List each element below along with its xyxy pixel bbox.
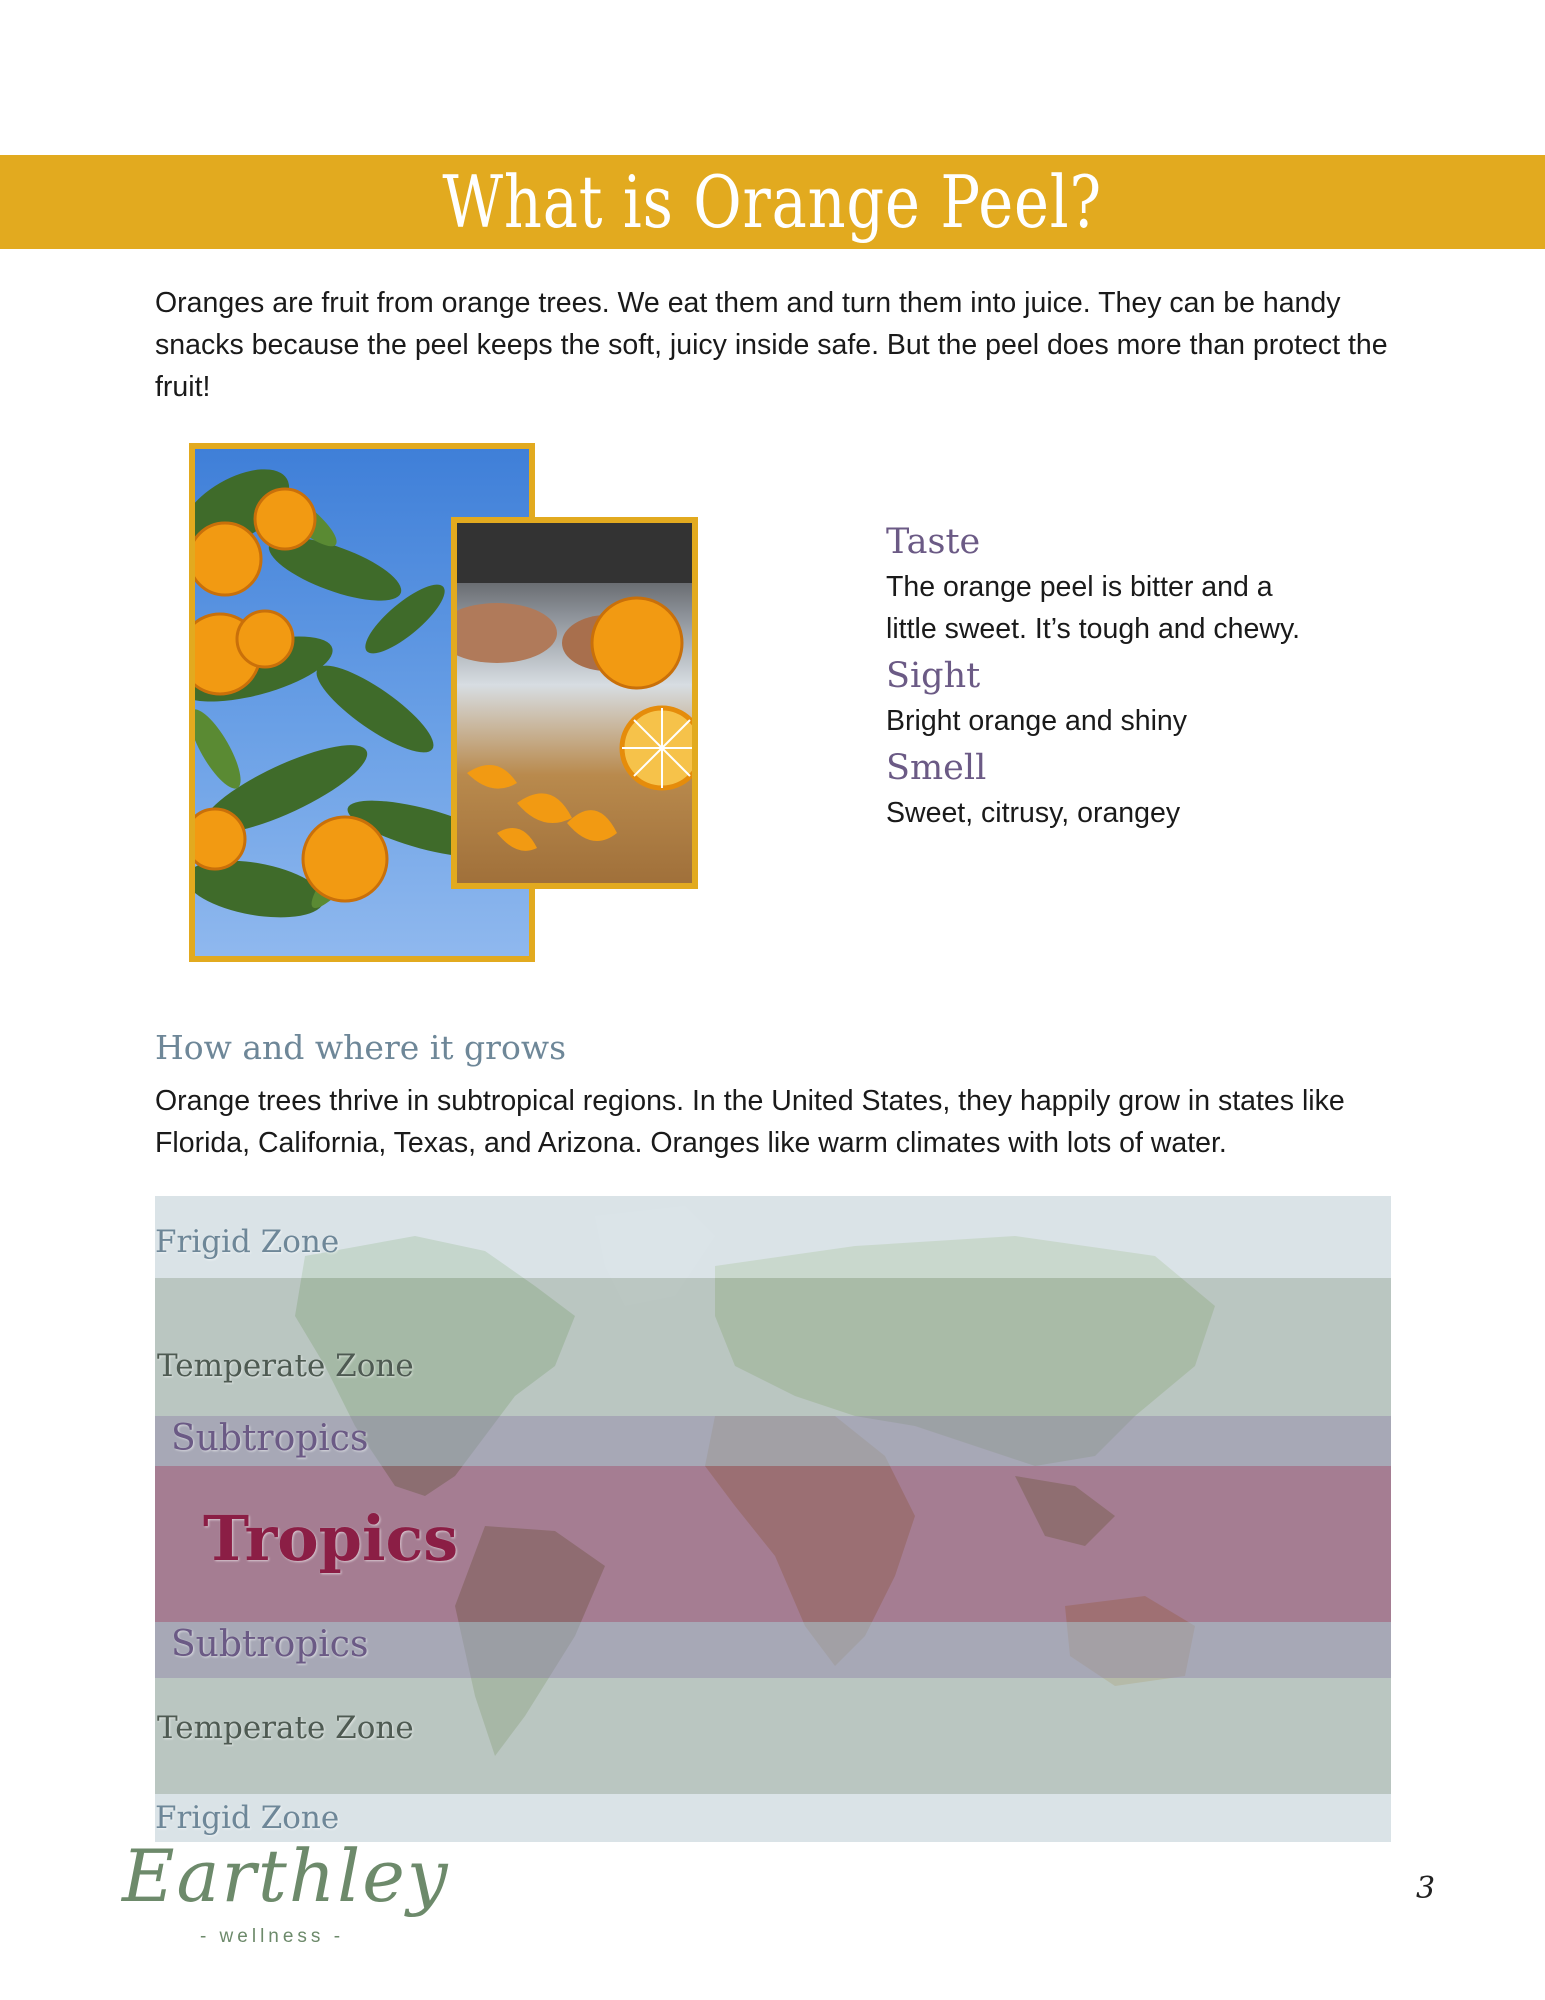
zone-label-frigid-north: Frigid Zone: [155, 1224, 340, 1260]
climate-zone-map: [155, 1196, 1391, 1842]
title-banner: [0, 155, 1545, 249]
zone-label-subtropics-north: Subtropics: [171, 1418, 369, 1459]
grows-paragraph: Orange trees thrive in subtropical regions. In the United States, they happily grow in states like Florida, California, Texas, and Arizona. Oranges like warm climates with lots of water.: [155, 1085, 1345, 1159]
sense-title-taste: Taste: [886, 522, 981, 562]
zone-label-frigid-south: Frigid Zone: [155, 1800, 340, 1836]
sense-text-taste: The orange peel is bitter and a little sweet. It’s tough and chewy.: [886, 571, 1301, 645]
page-title: What is Orange Peel?: [442, 160, 1103, 244]
sense-title-sight: Sight: [886, 656, 981, 696]
band-temperate-north: [155, 1278, 1391, 1416]
peeling-orange-photo: [451, 517, 698, 889]
peeling-illustration: [457, 523, 692, 883]
zone-label-subtropics-south: Subtropics: [171, 1624, 369, 1665]
logo-subtitle: - wellness -: [199, 1926, 345, 1947]
band-frigid-north: [155, 1196, 1391, 1278]
sense-text-smell: Sweet, citrusy, orangey: [886, 797, 1181, 829]
zone-label-temperate-south: Temperate Zone: [157, 1710, 414, 1746]
sense-title-smell: Smell: [886, 748, 987, 788]
zone-label-temperate-north: Temperate Zone: [157, 1348, 414, 1384]
logo-wordmark: Earthley: [122, 1834, 450, 1918]
earthley-logo: [122, 1834, 450, 1954]
senses-list: [886, 518, 1326, 836]
page-number: 3: [1416, 1871, 1436, 1906]
sense-text-sight: Bright orange and shiny: [886, 705, 1188, 737]
zone-label-tropics: Tropics: [203, 1502, 459, 1575]
grows-heading: How and where it grows: [155, 1028, 567, 1067]
intro-paragraph: Oranges are fruit from orange trees. We eat them and turn them into juice. They can be handy snacks because the peel keeps the soft, juicy inside safe. But the peel does more than protect the fruit!: [155, 287, 1388, 403]
